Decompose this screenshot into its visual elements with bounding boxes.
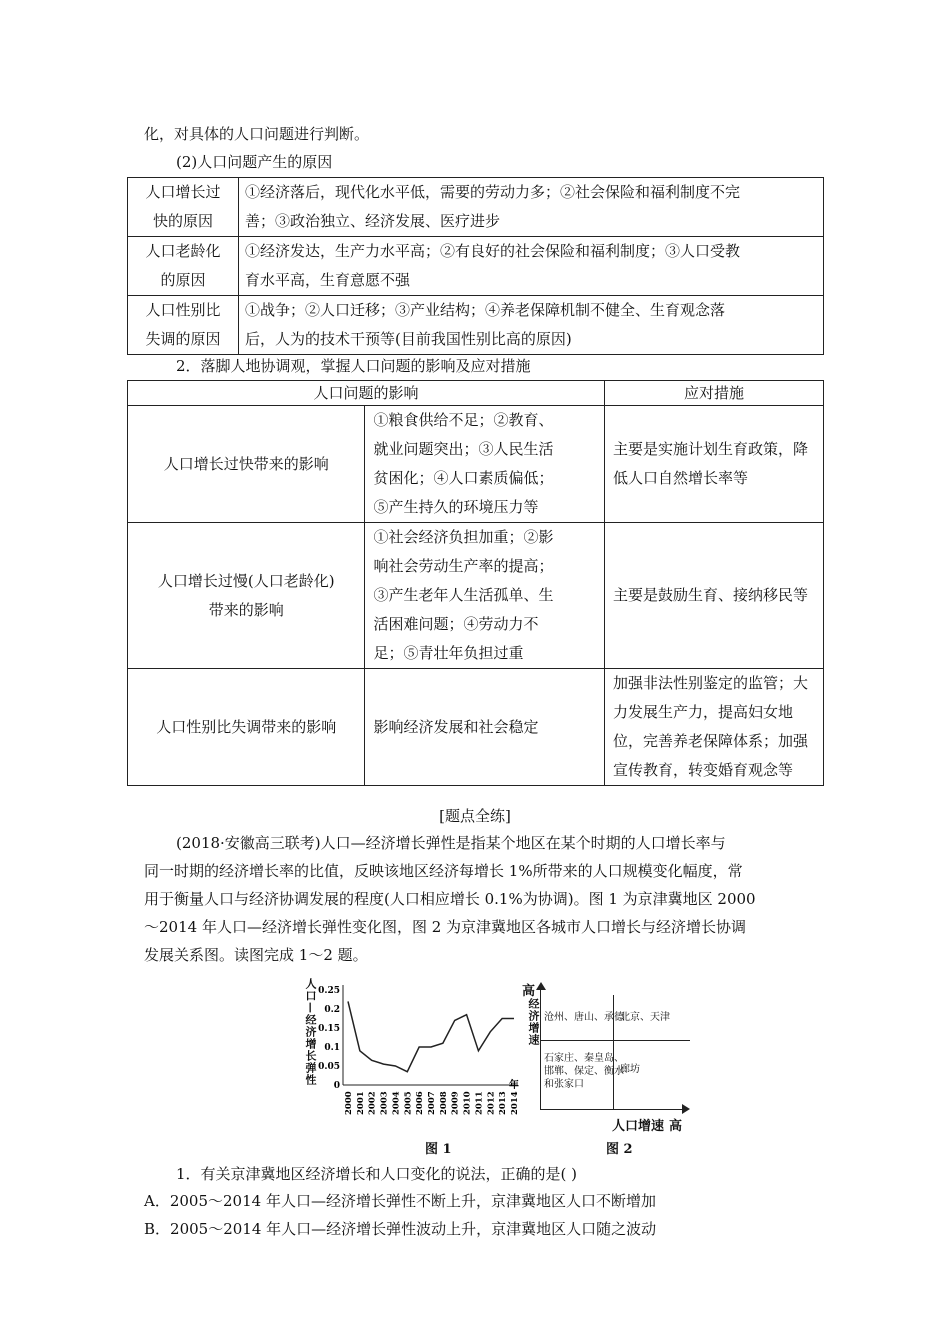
paragraph-line: (2018·安徽高三联考)人口—经济增长弹性是指某个地区在某个时期的人口增长率与: [176, 834, 726, 852]
arrow-right-icon: [682, 1104, 690, 1114]
table-row: [128, 296, 824, 355]
table-row: [128, 406, 824, 523]
quadrant-bottom-left: 石家庄、秦皇岛、 邯郸、保定、衡水 和张家口: [544, 1053, 624, 1090]
figure1-caption: 图 1: [425, 1142, 452, 1157]
x-tick-label: 2009: [450, 1091, 461, 1115]
x-tick-label: 2001: [355, 1091, 366, 1115]
fig2-y-top: 高: [522, 984, 536, 999]
fig2-xlabel: 人口增速: [612, 1119, 665, 1134]
cause-key: 人口老龄化 的原因: [128, 237, 239, 296]
y-tick-label: 0: [333, 1081, 340, 1091]
header-impact: 人口问题的影响: [128, 381, 605, 406]
x-tick-label: 2007: [427, 1091, 437, 1115]
intro-line: 化，对具体的人口问题进行判断。: [144, 125, 370, 143]
x-tick-label: 2014: [510, 1091, 520, 1115]
arrow-up-icon: [536, 982, 546, 990]
x-tick-label: 2008: [438, 1091, 449, 1115]
causes-table: [127, 177, 824, 355]
x-tick-label: 2003: [379, 1091, 390, 1115]
chart-xlabel: 年: [509, 1080, 519, 1091]
fig2-h-divider: [540, 1040, 690, 1041]
figure2: [522, 980, 692, 1134]
x-tick-label: 2011: [474, 1091, 485, 1115]
paragraph-line: 用于衡量人口与经济协调发展的程度(人口相应增长 0.1%为协调)。图 1 为京津冀地区 2000: [144, 890, 756, 908]
y-tick-label: 0.1: [324, 1043, 340, 1053]
fig2-y-axis: [540, 988, 541, 1110]
paragraph-line: ～2014 年人口—经济增长弹性变化图，图 2 为京津冀地区各城市人口增长与经济增长协调: [144, 918, 747, 936]
x-tick-label: 2010: [462, 1091, 473, 1115]
impact-table: [127, 380, 824, 786]
y-tick-label: 0.15: [318, 1024, 340, 1034]
cause-key: 人口增长过 快的原因: [128, 178, 239, 237]
x-tick-label: 2013: [498, 1091, 509, 1115]
figure2-caption: 图 2: [606, 1142, 633, 1157]
impact-measure: 加强非法性别鉴定的监管；大 力发展生产力，提高妇女地 位，完善养老保障体系；加强 宣传教育，转变婚育观念等: [605, 669, 824, 786]
question-1: 1．有关京津冀地区经济增长和人口变化的说法，正确的是( ): [176, 1165, 578, 1183]
impact-detail: ①社会经济负担加重；②影 响社会劳动生产率的提高； ③产生老年人生活孤单、生 活困难问题；④劳动力不 足；⑤青壮年负担过重: [365, 523, 605, 669]
impact-measure: 主要是鼓励生育、接纳移民等: [605, 523, 824, 669]
y-tick-label: 0.25: [318, 986, 340, 996]
cause-value: ①经济落后，现代化水平低，需要的劳动力多；②社会保险和福利制度不完 善；③政治独立、经济发展、医疗进步: [239, 178, 824, 237]
impact-type: 人口增长过快带来的影响: [128, 406, 365, 523]
quadrant-bottom-right: 廊坊: [620, 1064, 640, 1075]
elasticity-chart: [318, 975, 528, 1135]
cause-value: ①经济发达，生产力水平高；②有良好的社会保险和福利制度；③人口受教 育水平高，生育意愿不强: [239, 237, 824, 296]
option-a: A．2005～2014 年人口—经济增长弹性不断上升，京津冀地区人口不断增加: [144, 1192, 656, 1210]
table-row: [128, 237, 824, 296]
x-tick-label: 2002: [367, 1091, 378, 1115]
fig2-ylabel: 经济增速: [527, 998, 540, 1046]
paragraph-line: 发展关系图。读图完成 1～2 题。: [144, 946, 368, 964]
fig2-x-axis: [540, 1109, 688, 1110]
y-tick-label: 0.05: [318, 1062, 340, 1072]
table-header-row: [128, 381, 824, 406]
impact-type: 人口增长过慢(人口老龄化) 带来的影响: [128, 523, 365, 669]
x-tick-label: 2005: [403, 1091, 414, 1115]
impact-type: 人口性别比失调带来的影响: [128, 669, 365, 786]
impact-detail: ①粮食供给不足；②教育、 就业问题突出；③人民生活 贫困化；④人口素质偏低； ⑤产生持久的环境压力等: [365, 406, 605, 523]
section-heading-impact: 2．落脚人地协调观，掌握人口问题的影响及应对措施: [176, 357, 531, 375]
x-tick-label: 2000: [344, 1091, 354, 1115]
table-row: [128, 669, 824, 786]
table-row: [128, 178, 824, 237]
table-row: [128, 523, 824, 669]
cause-key: 人口性别比 失调的原因: [128, 296, 239, 355]
quadrant-top-left: 沧州、唐山、承德: [544, 1012, 624, 1023]
section-heading-causes: (2)人口问题产生的原因: [176, 153, 333, 171]
header-measure: 应对措施: [605, 381, 824, 406]
y-tick-label: 0.2: [324, 1005, 340, 1015]
x-tick-label: 2006: [415, 1091, 426, 1115]
impact-measure: 主要是实施计划生育政策，降 低人口自然增长率等: [605, 406, 824, 523]
x-tick-label: 2004: [391, 1091, 402, 1115]
option-b: B．2005～2014 年人口—经济增长弹性波动上升，京津冀地区人口随之波动: [144, 1220, 657, 1238]
practice-title: [题点全练]: [439, 807, 511, 825]
paragraph-line: 同一时期的经济增长率的比值，反映该地区经济每增长 1%所带来的人口规模变化幅度，常: [144, 862, 743, 880]
fig2-x-right: 高: [669, 1119, 683, 1134]
impact-detail: 影响经济发展和社会稳定: [365, 669, 605, 786]
series-line: [348, 1001, 514, 1071]
x-tick-label: 2012: [486, 1091, 497, 1115]
quadrant-top-right: 北京、天津: [620, 1012, 670, 1023]
cause-value: ①战争；②人口迁移；③产业结构；④养老保障机制不健全、生育观念落 后，人为的技术干预等(目前我国性别比高的原因): [239, 296, 824, 355]
chart-ylabel: 人口—经济增长弹性: [304, 978, 317, 1086]
